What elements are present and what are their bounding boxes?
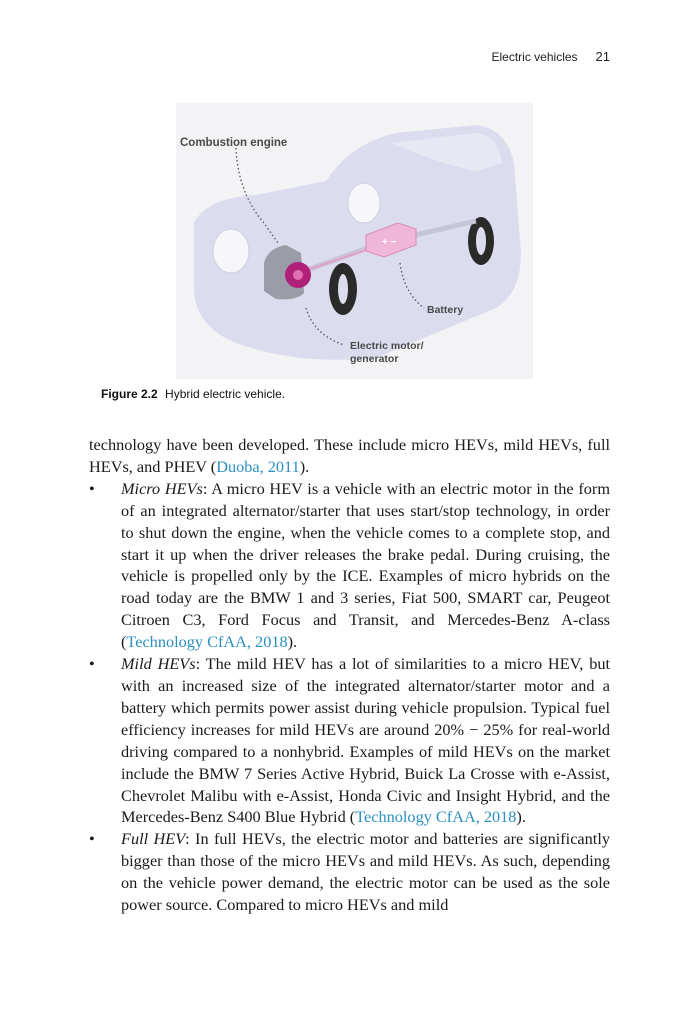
hybrid-vehicle-illustration: [176, 103, 533, 379]
rear-left-wheel: [348, 183, 380, 223]
running-title: Electric vehicles: [491, 50, 578, 64]
list-item: • Mild HEVs: The mild HEV has a lot of similarities to a micro HEV, but with an increased size of the integrated alternator/starter motor and a battery which permits power assist during vehicle propulsion. Typical fuel efficiency increases for mild HEVs are around 20% − 25% for real-world driving compared to a nonhybrid. Examples of mild HEVs on the market include the BMW 7 Series Active Hybrid, Buick La Crosse with e-Assist, Chevrolet Malibu with e-Assist, Honda Civic and Insight Hybrid, and the Mercedes-Benz S400 Blue Hybrid (Technology CfAA, 2018).: [89, 654, 610, 827]
svg-text:+ −: + −: [382, 237, 397, 248]
hev-type-list: [89, 478, 610, 916]
intro-paragraph: technology have been developed. These include micro HEVs, mild HEVs, full HEVs, and PHEV (Duoba, 2011).: [89, 435, 610, 476]
figure-caption: [101, 387, 285, 401]
citation-link[interactable]: Duoba, 2011: [216, 456, 300, 476]
bullet-icon: •: [89, 654, 95, 674]
list-term: Micro HEVs: [121, 478, 203, 498]
hybrid-vehicle-figure: [176, 103, 533, 379]
bullet-icon: •: [89, 478, 95, 498]
list-item: • Full HEV: In full HEVs, the electric motor and batteries are significantly bigger than those of the micro HEVs and mild HEVs. As such, depending on the vehicle power demand, the electric motor can be used as the sole power source. Compared to micro HEVs and mild: [89, 829, 610, 915]
motor-label-line2: generator: [350, 353, 399, 365]
combustion-engine-label: Combustion engine: [180, 137, 288, 149]
body-text: [89, 434, 610, 916]
running-head: [492, 49, 611, 64]
battery-label: Battery: [427, 304, 464, 316]
list-term: Full HEV: [121, 829, 186, 849]
front-left-wheel: [213, 229, 249, 273]
citation-link[interactable]: Technology CfAA, 2018: [355, 807, 517, 827]
bullet-icon: •: [89, 829, 95, 849]
list-term: Mild HEVs: [121, 654, 196, 674]
page-number: 21: [595, 49, 610, 64]
list-item: • Micro HEVs: A micro HEV is a vehicle with an electric motor in the form of an integrated alternator/starter that uses start/stop technology, in order to shut down the engine, when the vehicle comes to a complete stop, and start it up when the driver releases the brake pedal. During cruising, the vehicle is propelled only by the ICE. Examples of micro hybrids on the road today are the BMW 1 and 3 series, Fiat 500, SMART car, Peugeot Citroen C3, Ford Focus and Transit, and Mercedes-Benz A-class (Technology CfAA, 2018).: [89, 478, 610, 652]
caption-text: Hybrid electric vehicle.: [165, 387, 286, 401]
caption-number: Figure 2.2: [101, 387, 158, 401]
motor-label-line1: Electric motor/: [350, 340, 424, 352]
citation-link[interactable]: Technology CfAA, 2018: [126, 632, 288, 652]
